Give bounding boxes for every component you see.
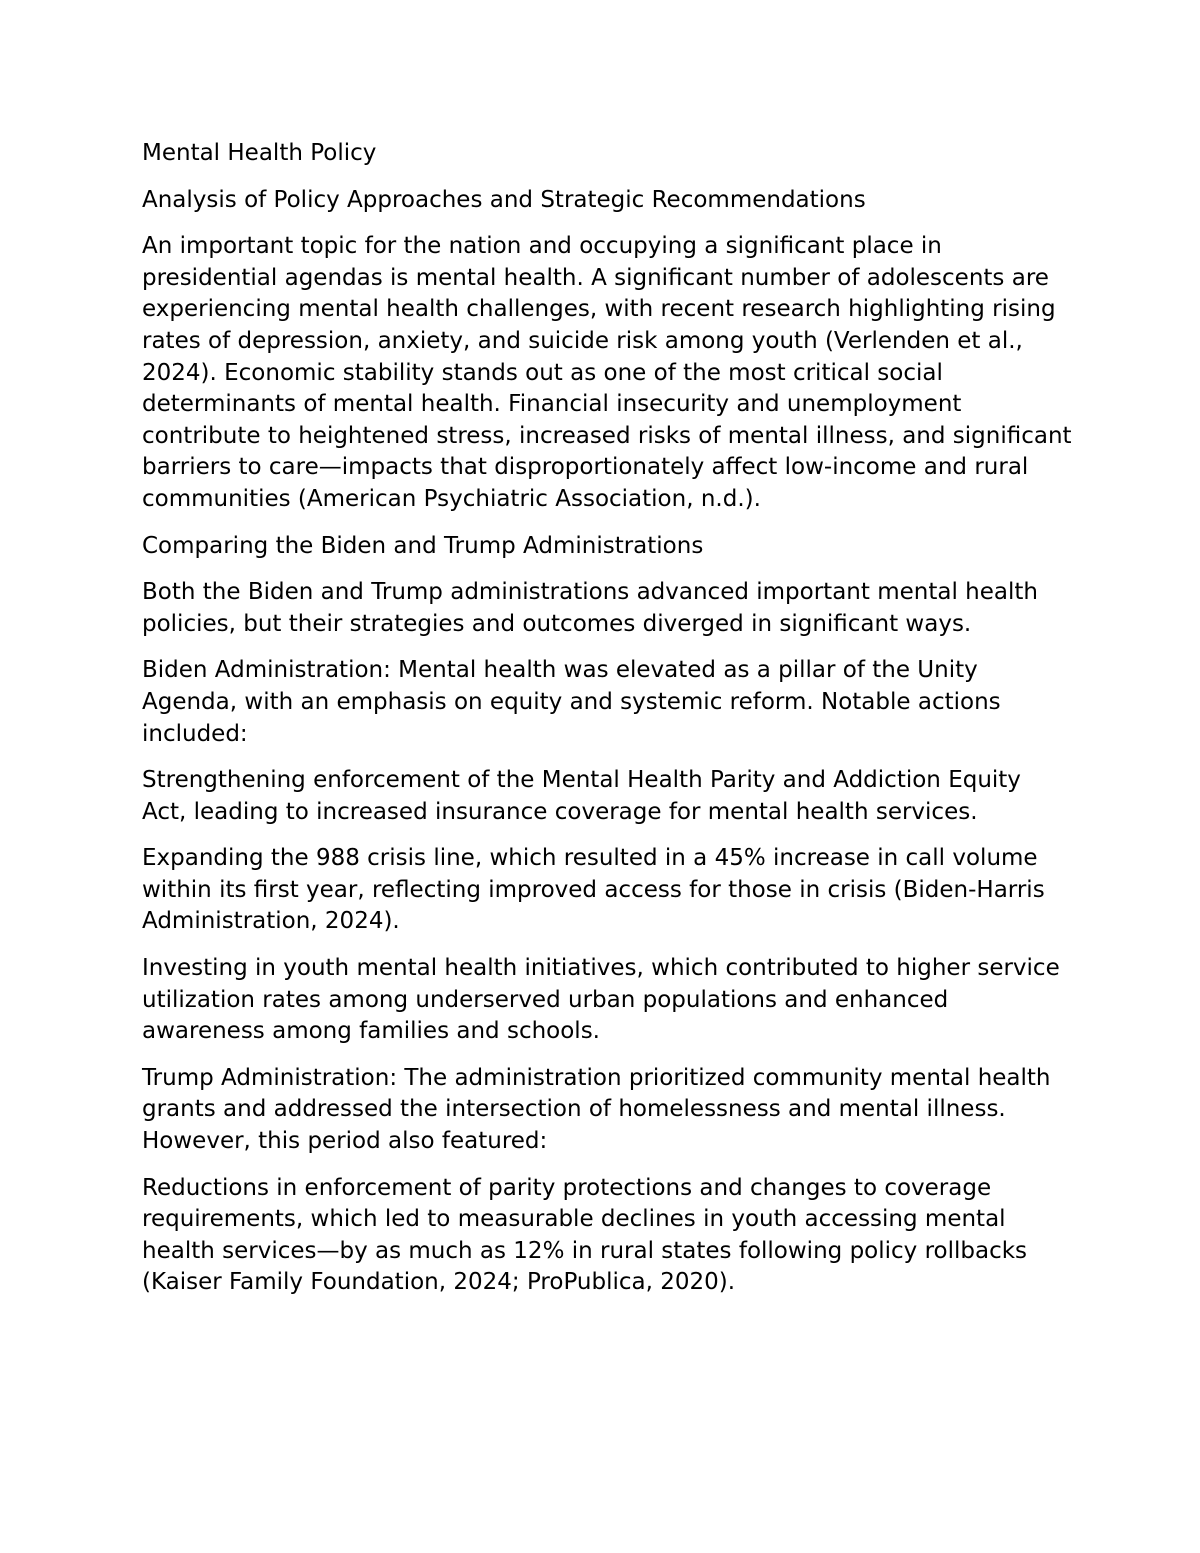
paragraph-parity-enforcement: Strengthening enforcement of the Mental Health Parity and Addiction Equity Act, leading to increased insurance coverage for mental health services. xyxy=(142,767,1021,825)
section-heading-comparison: Comparing the Biden and Trump Administrations xyxy=(142,532,704,559)
paragraph-parity-reductions: Reductions in enforcement of parity protections and changes to coverage requirements, which led to measurable declines in youth accessing mental health services—by as much as 12% in rural states following policy rollbacks (Kaiser Family Foundation, 2024; ProPublica, 2020). xyxy=(142,1174,1028,1296)
document-subtitle: Analysis of Policy Approaches and Strategic Recommendations xyxy=(142,186,866,213)
document-body xyxy=(142,138,1072,1314)
paragraph-biden-administration: Biden Administration: Mental health was elevated as a pillar of the Unity Agenda, with an emphasis on equity and systemic reform. Notable actions included: xyxy=(142,657,1001,747)
paragraph-youth-initiatives: Investing in youth mental health initiatives, which contributed to higher service utilization rates among underserved urban populations and enhanced awareness among families and schools. xyxy=(142,955,1060,1045)
paragraph-988-crisis-line: Expanding the 988 crisis line, which resulted in a 45% increase in call volume within its first year, reflecting improved access for those in crisis (Biden-Harris Administration, 2024). xyxy=(142,845,1045,935)
document-title: Mental Health Policy xyxy=(142,140,377,166)
paragraph-intro: An important topic for the nation and occupying a significant place in presidential agendas is mental health. A significant number of adolescents are experiencing mental health challenges, with recent research highlighting rising rates of depression, anxiety, and suicide risk among youth (Verlenden et al., 2024). Economic stability stands out as one of the most critical social determinants of mental health. Financial insecurity and unemployment contribute to heightened stress, increased risks of mental illness, and significant barriers to care—impacts that disproportionately affect low-income and rural communities (American Psychiatric Association, n.d.). xyxy=(142,233,1072,512)
paragraph-trump-administration: Trump Administration: The administration prioritized community mental health grants and addressed the intersection of homelessness and mental illness. However, this period also featured: xyxy=(142,1064,1051,1155)
paragraph-comparison: Both the Biden and Trump administrations advanced important mental health policies, but their strategies and outcomes diverged in significant ways. xyxy=(142,579,1038,637)
